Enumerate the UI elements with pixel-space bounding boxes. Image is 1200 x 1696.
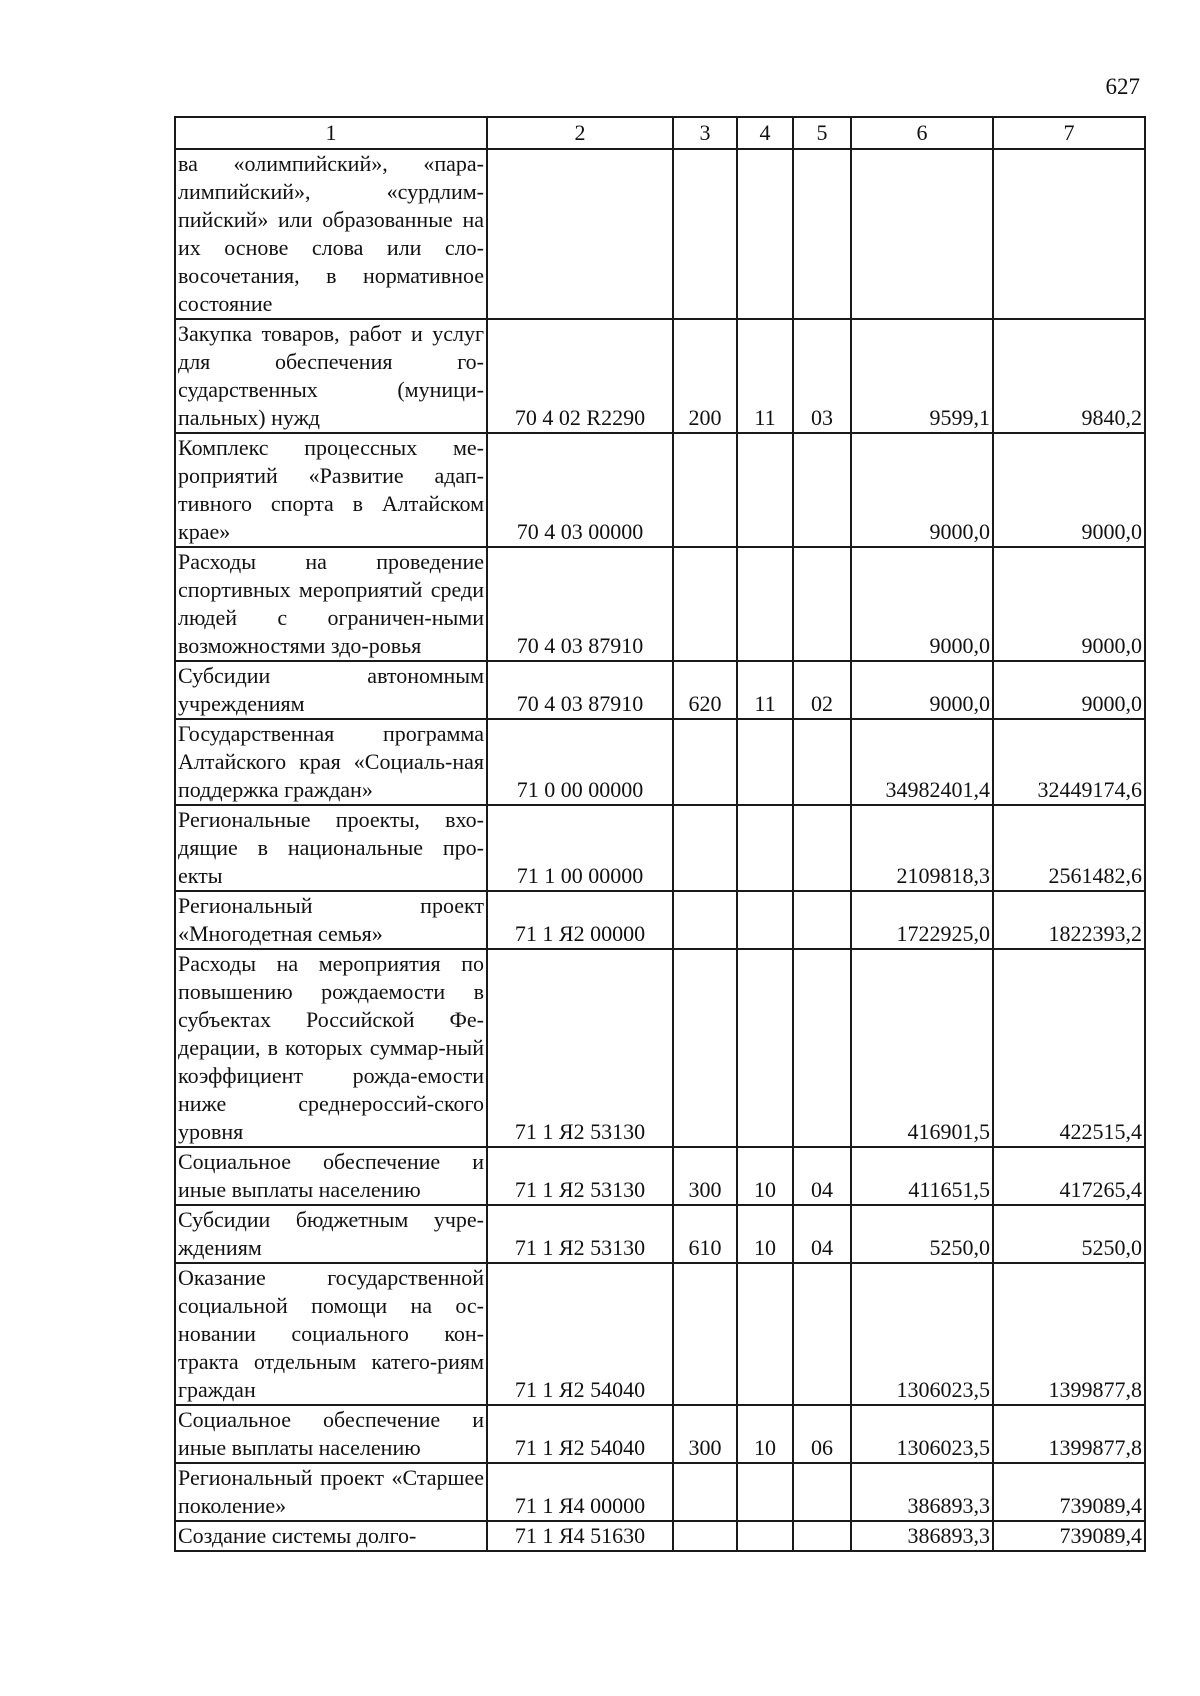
row-rz [737, 1521, 793, 1551]
row-pr [793, 949, 851, 1147]
row-name: Социальное обеспечение и иные выплаты населению [175, 1405, 487, 1463]
row-sum-year1: 2109818,3 [851, 805, 993, 891]
row-pr: 03 [793, 319, 851, 433]
row-code: 71 1 Я4 00000 [487, 1463, 673, 1521]
row-code: 71 1 Я2 54040 [487, 1405, 673, 1463]
row-vr [673, 719, 737, 805]
column-header-5: 5 [793, 117, 851, 149]
row-code: 71 0 00 00000 [487, 719, 673, 805]
row-code: 70 4 03 87910 [487, 547, 673, 661]
row-sum-year2: 739089,4 [993, 1463, 1145, 1521]
row-sum-year2: 1822393,2 [993, 891, 1145, 949]
row-pr [793, 805, 851, 891]
row-sum-year1: 34982401,4 [851, 719, 993, 805]
row-pr [793, 719, 851, 805]
row-rz [737, 949, 793, 1147]
row-sum-year1: 386893,3 [851, 1521, 993, 1551]
row-sum-year1 [851, 149, 993, 319]
row-code: 70 4 02 R2290 [487, 319, 673, 433]
row-rz [737, 805, 793, 891]
header-row [175, 117, 1145, 149]
column-header-2: 2 [487, 117, 673, 149]
row-vr [673, 1463, 737, 1521]
column-header-7: 7 [993, 117, 1145, 149]
row-sum-year2 [993, 149, 1145, 319]
table-row [175, 661, 1145, 719]
row-code: 70 4 03 87910 [487, 661, 673, 719]
column-header-4: 4 [737, 117, 793, 149]
row-sum-year2: 5250,0 [993, 1205, 1145, 1263]
row-sum-year2: 1399877,8 [993, 1263, 1145, 1405]
column-header-6: 6 [851, 117, 993, 149]
row-rz [737, 149, 793, 319]
column-header-3: 3 [673, 117, 737, 149]
row-vr [673, 149, 737, 319]
row-rz [737, 547, 793, 661]
row-vr [673, 1263, 737, 1405]
row-pr [793, 1263, 851, 1405]
row-code: 70 4 03 00000 [487, 433, 673, 547]
table-row [175, 319, 1145, 433]
row-sum-year2: 32449174,6 [993, 719, 1145, 805]
row-rz [737, 1263, 793, 1405]
table-row [175, 433, 1145, 547]
row-rz: 11 [737, 319, 793, 433]
row-sum-year2: 739089,4 [993, 1521, 1145, 1551]
row-rz [737, 1463, 793, 1521]
row-pr [793, 1521, 851, 1551]
row-sum-year1: 1722925,0 [851, 891, 993, 949]
row-vr: 300 [673, 1147, 737, 1205]
row-vr [673, 547, 737, 661]
row-vr [673, 949, 737, 1147]
row-name: Государственная программа Алтайского края «Социаль-ная поддержка граждан» [175, 719, 487, 805]
row-vr: 610 [673, 1205, 737, 1263]
row-name: Региональный проект «Старшее поколение» [175, 1463, 487, 1521]
row-name: ва «олимпийский», «пара-лимпийский», «сурдлим-пийский» или образованные на их основе слова или сло-восочетания, в нормативное состояние [175, 149, 487, 319]
row-name: Субсидии автономным учреждениям [175, 661, 487, 719]
row-sum-year1: 411651,5 [851, 1147, 993, 1205]
row-rz: 10 [737, 1405, 793, 1463]
row-code: 71 1 Я2 00000 [487, 891, 673, 949]
row-sum-year1: 5250,0 [851, 1205, 993, 1263]
table-row [175, 949, 1145, 1147]
row-rz: 10 [737, 1147, 793, 1205]
row-name: Комплекс процессных ме-роприятий «Развитие адап-тивного спорта в Алтайском крае» [175, 433, 487, 547]
row-sum-year2: 2561482,6 [993, 805, 1145, 891]
table-row [175, 1521, 1145, 1551]
row-code: 71 1 00 00000 [487, 805, 673, 891]
table-row [175, 547, 1145, 661]
row-sum-year2: 417265,4 [993, 1147, 1145, 1205]
row-vr [673, 805, 737, 891]
row-sum-year2: 9840,2 [993, 319, 1145, 433]
row-sum-year1: 1306023,5 [851, 1405, 993, 1463]
row-sum-year2: 1399877,8 [993, 1405, 1145, 1463]
row-rz [737, 719, 793, 805]
row-sum-year1: 9000,0 [851, 661, 993, 719]
row-code: 71 1 Я4 51630 [487, 1521, 673, 1551]
table-row [175, 719, 1145, 805]
table-row [175, 891, 1145, 949]
table-row [175, 1205, 1145, 1263]
row-pr [793, 1463, 851, 1521]
row-sum-year1: 386893,3 [851, 1463, 993, 1521]
row-vr: 300 [673, 1405, 737, 1463]
table-row [175, 1405, 1145, 1463]
column-header-1: 1 [175, 117, 487, 149]
row-sum-year1: 1306023,5 [851, 1263, 993, 1405]
row-name: Субсидии бюджетным учре-ждениям [175, 1205, 487, 1263]
row-pr [793, 433, 851, 547]
budget-table [174, 116, 1146, 1552]
row-pr: 04 [793, 1147, 851, 1205]
row-code: 71 1 Я2 53130 [487, 949, 673, 1147]
row-code: 71 1 Я2 53130 [487, 1147, 673, 1205]
row-vr: 200 [673, 319, 737, 433]
row-pr: 06 [793, 1405, 851, 1463]
row-pr [793, 149, 851, 319]
row-name: Социальное обеспечение и иные выплаты населению [175, 1147, 487, 1205]
row-name: Региональные проекты, вхо-дящие в национальные про-екты [175, 805, 487, 891]
row-rz [737, 891, 793, 949]
row-name: Закупка товаров, работ и услуг для обеспечения го-сударственных (муници-пальных) нужд [175, 319, 487, 433]
row-pr [793, 891, 851, 949]
row-sum-year1: 9000,0 [851, 433, 993, 547]
row-name: Региональный проект «Многодетная семья» [175, 891, 487, 949]
row-rz: 10 [737, 1205, 793, 1263]
row-sum-year2: 9000,0 [993, 661, 1145, 719]
row-sum-year1: 9000,0 [851, 547, 993, 661]
row-code: 71 1 Я2 53130 [487, 1205, 673, 1263]
row-vr [673, 891, 737, 949]
table-row [175, 1463, 1145, 1521]
row-vr [673, 1521, 737, 1551]
row-sum-year2: 422515,4 [993, 949, 1145, 1147]
row-name: Создание системы долго- [175, 1521, 487, 1551]
row-vr: 620 [673, 661, 737, 719]
row-rz [737, 433, 793, 547]
row-vr [673, 433, 737, 547]
row-name: Оказание государственной социальной помощи на ос-новании социального кон-тракта отдельным катего-риям граждан [175, 1263, 487, 1405]
table-row [175, 1263, 1145, 1405]
row-sum-year1: 9599,1 [851, 319, 993, 433]
row-name: Расходы на проведение спортивных мероприятий среди людей с ограничен-ными возможностями здо-ровья [175, 547, 487, 661]
row-rz: 11 [737, 661, 793, 719]
row-sum-year2: 9000,0 [993, 433, 1145, 547]
row-pr: 04 [793, 1205, 851, 1263]
row-name: Расходы на мероприятия по повышению рождаемости в субъектах Российской Фе-дерации, в которых суммар-ный коэффициент рожда-емости ниже среднероссий-ского уровня [175, 949, 487, 1147]
table-row [175, 805, 1145, 891]
row-sum-year1: 416901,5 [851, 949, 993, 1147]
row-sum-year2: 9000,0 [993, 547, 1145, 661]
row-code: 71 1 Я2 54040 [487, 1263, 673, 1405]
page-number: 627 [1105, 74, 1140, 99]
row-code [487, 149, 673, 319]
row-pr [793, 547, 851, 661]
table-row [175, 149, 1145, 319]
table-row [175, 1147, 1145, 1205]
row-pr: 02 [793, 661, 851, 719]
